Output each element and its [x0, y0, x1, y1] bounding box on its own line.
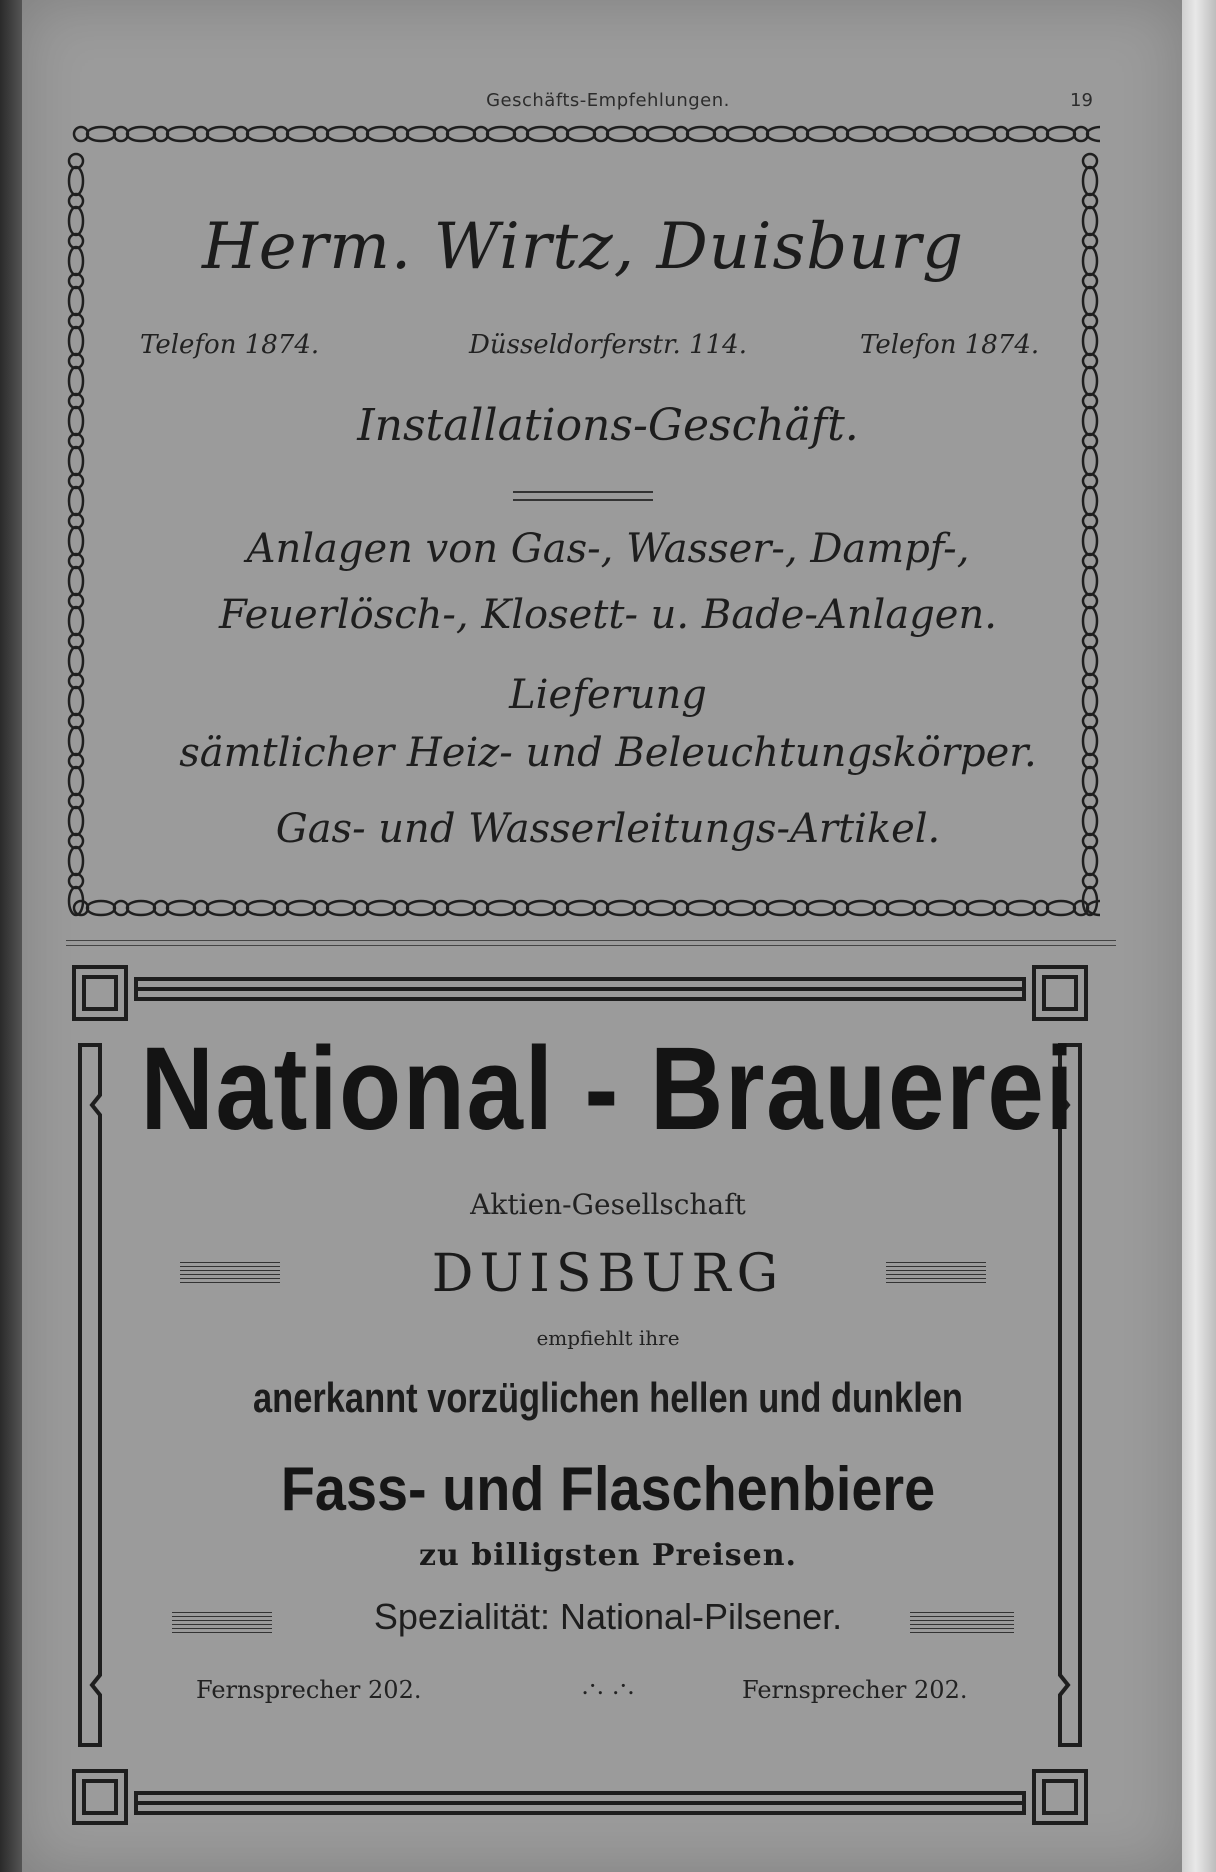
brauerei-phone-left: Fernsprecher 202.	[196, 1676, 422, 1704]
wirtz-phone-left: Telefon 1874.	[140, 330, 320, 360]
wirtz-phone-right: Telefon 1874.	[860, 330, 1040, 360]
brauerei-recommend: empfiehlt ihre	[536, 1326, 680, 1350]
page-number: 19	[1070, 90, 1093, 111]
brauerei-title: National - Brauerei	[140, 1023, 1076, 1155]
wirtz-services-line-2: Feuerlösch-, Klosett- u. Bade-Anlagen.	[219, 592, 997, 638]
city-hatch-right	[886, 1262, 986, 1286]
ad-separator-rule	[66, 940, 1116, 946]
brauerei-specialty: Spezialität: National-Pilsener.	[373, 1596, 843, 1637]
wirtz-divider	[513, 491, 653, 501]
brauerei-product: Fass- und Flaschenbiere	[280, 1455, 936, 1524]
wirtz-address: Düsseldorferstr. 114.	[469, 330, 747, 360]
wirtz-services-line-1: Anlagen von Gas-, Wasser-, Dampf-,	[246, 526, 970, 572]
wirtz-delivery-line-2: sämtlicher Heiz- und Beleuchtungskörper.	[179, 730, 1037, 776]
brauerei-price: zu billigsten Preisen.	[418, 1538, 797, 1573]
brauerei-phone-dots: .·. .·.	[581, 1672, 635, 1700]
brauerei-city: DUISBURG	[431, 1244, 785, 1304]
wirtz-title: Herm. Wirtz, Duisburg	[201, 210, 965, 284]
wirtz-delivery-line-1: Lieferung	[509, 672, 707, 718]
scan-right-edge	[1182, 0, 1216, 1872]
brauerei-phone-right: Fernsprecher 202.	[742, 1676, 968, 1704]
wirtz-business: Installations-Geschäft.	[357, 400, 859, 451]
wirtz-articles-line: Gas- und Wasserleitungs-Artikel.	[275, 806, 941, 852]
brauerei-quality: anerkannt vorzüglichen hellen und dunklen	[253, 1374, 963, 1421]
scan-left-edge	[0, 0, 22, 1872]
specialty-hatch-right	[910, 1612, 1014, 1636]
running-head: Geschäfts-Empfehlungen.	[486, 90, 730, 111]
brauerei-subtitle: Aktien-Gesellschaft	[470, 1188, 746, 1221]
